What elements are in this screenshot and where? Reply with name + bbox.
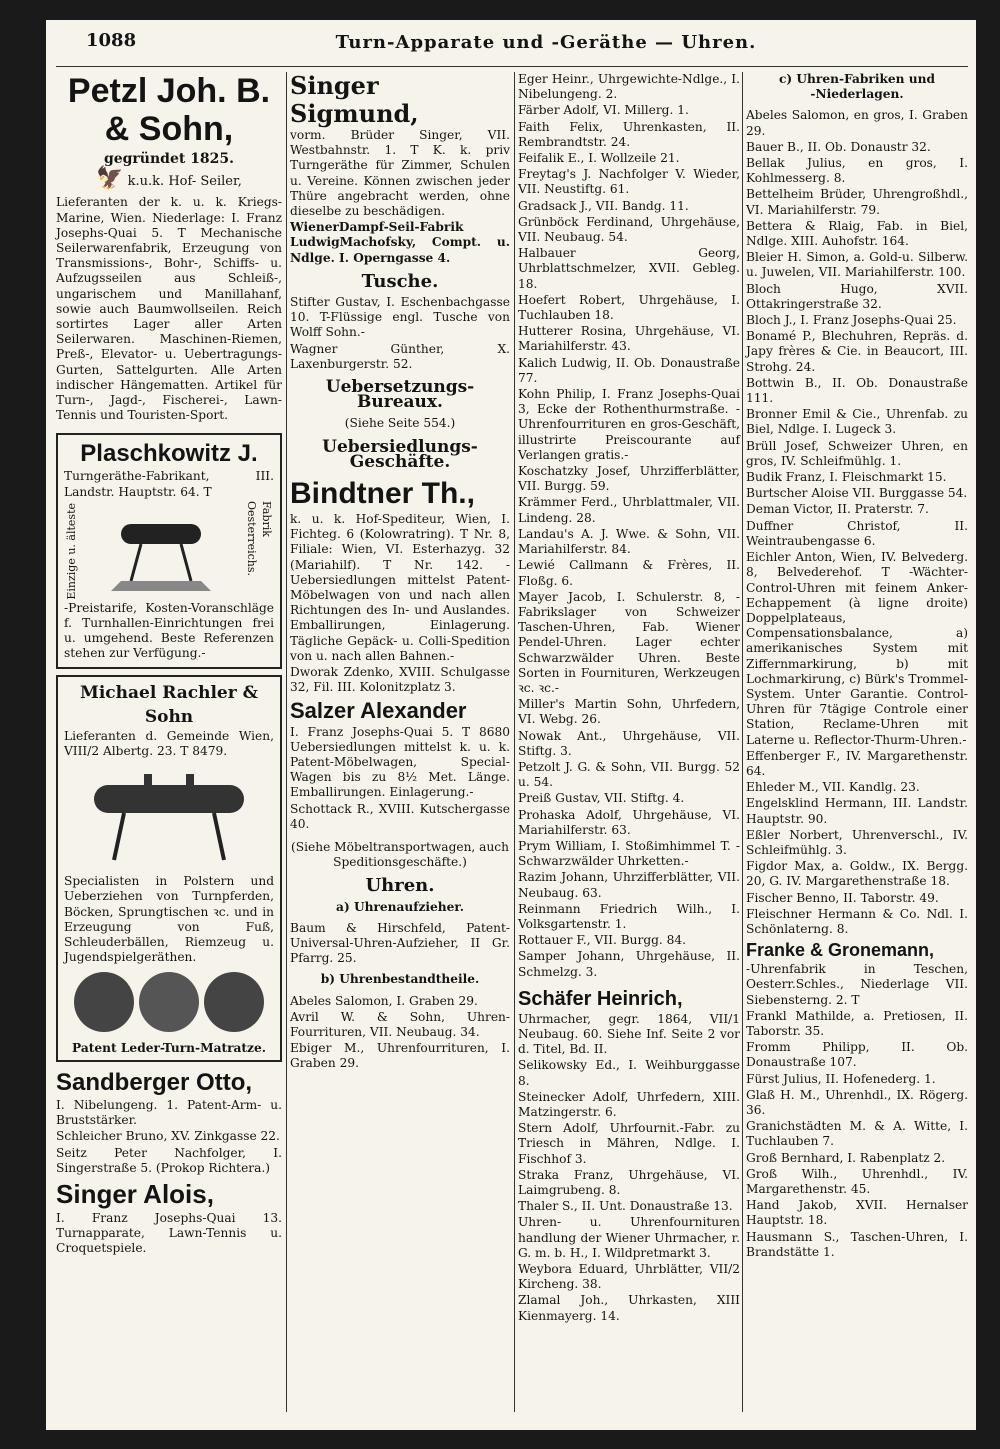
sandberger-name: Sandberger Otto, bbox=[56, 1068, 253, 1096]
directory-entry: Landau's A. J. Wwe. & Sohn, VII. Mariahilferstr. 84. bbox=[518, 526, 740, 557]
section-uhren: Uhren. bbox=[365, 875, 435, 897]
header-rule bbox=[56, 66, 968, 67]
subsection-c-2: -Niederlagen. bbox=[810, 87, 904, 102]
directory-entry: Brüll Josef, Schweizer Uhren, en gros, IV. Schleifmühlg. 1. bbox=[746, 438, 968, 468]
directory-entry: Grünböck Ferdinand, Uhrgehäuse, VII. Neubaug. 54. bbox=[518, 214, 740, 245]
directory-entry: Ehleder M., VII. Kandlg. 23. bbox=[746, 780, 920, 795]
directory-entry: Budik Franz, I. Fleischmarkt 15. bbox=[746, 470, 947, 485]
directory-entry: Glaß H. M., Uhrenhdl., IX. Rögerg. 36. bbox=[746, 1087, 968, 1117]
directory-entry: Groß Bernhard, I. Rabenplatz 2. bbox=[746, 1150, 946, 1165]
directory-entry: Krämmer Ferd., Uhrblattmaler, VII. Lindeng. 28. bbox=[518, 495, 740, 525]
directory-entry: Eßler Norbert, Uhrenverschl., IV. Schleifmühlg. 3. bbox=[746, 827, 968, 857]
directory-entry: Duffner Christof, II. Weintraubengasse 6. bbox=[746, 518, 968, 548]
plaschkowitz-ad bbox=[56, 433, 282, 668]
singer-alois-name: Singer Alois, bbox=[56, 1178, 214, 1209]
plaschkowitz-right-label: Fabrik Oesterreichs. bbox=[244, 500, 273, 576]
directory-entry: Zlamal Joh., Uhrkasten, XIII Kienmayerg. 14. bbox=[518, 1293, 740, 1323]
directory-entry: Färber Adolf, VI. Millerg. 1. bbox=[518, 103, 689, 118]
directory-entry: Prohaska Adolf, Uhrgehäuse, VI. Mariahilferstr. 63. bbox=[518, 807, 740, 837]
directory-entry: Fürst Julius, II. Hofenederg. 1. bbox=[746, 1071, 936, 1086]
directory-entry: Thaler S., II. Unt. Donaustraße 13. bbox=[518, 1199, 733, 1214]
entry-list bbox=[746, 108, 968, 549]
ball-icon bbox=[64, 967, 274, 1037]
entry-list bbox=[518, 72, 740, 980]
section-bureaux: Bureaux. bbox=[357, 392, 443, 413]
section-geschaefte: Geschäfte. bbox=[349, 451, 451, 472]
petzl-founded: gegründet 1825. bbox=[103, 151, 235, 167]
subsection-b: b) Uhrenbestandtheile. bbox=[320, 972, 480, 987]
vaulting-horse-icon bbox=[91, 506, 231, 596]
directory-entry: Abeles Salomon, en gros, I. Graben 29. bbox=[746, 108, 968, 138]
siehe-text-2: (Siehe Möbeltransportwagen, auch Speditionsgeschäfte.) bbox=[291, 839, 509, 870]
wiener-entry: WienerDampf-Seil-Fabrik LudwigMachofsky, Compt. u. Ndlge. I. Operngasse 4. bbox=[290, 220, 510, 265]
directory-entry: Deman Victor, II. Praterstr. 7. bbox=[746, 502, 929, 517]
page-number: 1088 bbox=[86, 30, 137, 51]
schaefer-name: Schäfer Heinrich, bbox=[518, 987, 683, 1010]
directory-entry: Gradsack J., VII. Bandg. 11. bbox=[518, 198, 689, 213]
directory-entry: Bauer B., II. Ob. Donaustr 32. bbox=[746, 139, 931, 154]
directory-entry: Figdor Max, a. Goldw., IX. Bergg. 20, G. IV. Margarethenstraße 18. bbox=[746, 859, 968, 889]
directory-entry: Bettelheim Brüder, Uhrengroßhdl., VI. Mariahilferstr. 79. bbox=[746, 187, 968, 217]
schleicher-entry: Schleicher Bruno, XV. Zinkgasse 22. bbox=[56, 1129, 280, 1144]
bindtner-text: k. u. k. Hof-Spediteur, Wien, I. Fichteg. 6 (Kolowratring). T Nr. 8, Filiale: Wien, VI. Esterhazyg. 32 (Mariahilf). T Nr. 142. -Uebersiedlungen mittelst Patent-Möbelwagen von und nach allen Richtungen des In- und Auslandes. Emballirungen, Einlagerung. Tägliche Gepäck- u. Colli-Spedition von u. nach allen Bahnen.- bbox=[290, 512, 510, 663]
bindtner-name: Bindtner Th., bbox=[290, 477, 475, 511]
column-divider bbox=[286, 72, 287, 1412]
directory-entry: Petzolt J. G. & Sohn, VII. Burgg. 52 u. 54. bbox=[518, 759, 740, 790]
petzl-text: Lieferanten der k. u. k. Kriegs-Marine, Wien. Niederlage: I. Franz Josephs-Quai 5. T Mechanische Seilerwarenfabrik, Erzeugung von Transmissions-, Bohr-, Schiffs- u. Aufzugsseilen aus Schleiß-, ungarischem und Manillahanf, sowie auch Baumwollseilen. Reich sortirtes Lager aller Arten Seilerwaren. Maschinen-Riemen, Preß-, Elevator- u. Uebertragungs-Gurten, Sattelgurten. Alle Arten indischer Hängematten. Artikel für Turn-, Jagd-, Fischerei-, Lawn-Tennis und Touristen-Sport. bbox=[56, 195, 282, 423]
directory-entry: Selikowsky Ed., I. Weihburggasse 8. bbox=[518, 1058, 740, 1088]
petzl-name: Petzl Joh. B. bbox=[67, 72, 271, 110]
directory-entry: Kohn Philip, I. Franz Josephs-Quai 3, Ecke der Rothenthurmstraße. -Uhrenfourrituren en gros-Geschäft, illustrirte Preiscourante auf Verlangen gratis.- bbox=[518, 387, 740, 462]
plaschkowitz-text: -Preistarife, Kosten-Voranschläge f. Turnhallen-Einrichtungen frei u. umgehend. Beste Referenzen stehen zur Verfügung.- bbox=[64, 600, 274, 661]
subsection-a: a) Uhrenaufzieher. bbox=[336, 899, 464, 914]
column-3 bbox=[518, 72, 740, 1325]
directory-entry: Freytag's J. Nachfolger V. Wieder, VII. Neustiftg. 61. bbox=[518, 167, 740, 197]
directory-entry: Fleischner Hermann & Co. Ndl. I. Schönlaterng. 8. bbox=[746, 906, 968, 936]
directory-entry: Fromm Philipp, II. Ob. Donaustraße 107. bbox=[746, 1040, 968, 1070]
petzl-name-2: & Sohn, bbox=[104, 110, 234, 148]
plaschkowitz-name: Plaschkowitz J. bbox=[80, 440, 258, 468]
dworak-entry: Dworak Zdenko, XVIII. Schulgasse 32, Fil. III. Kolonitzplatz 3. bbox=[290, 665, 510, 695]
directory-entry: Halbauer Georg, Uhrblattschmelzer, XVII. Gebleg. 18. bbox=[518, 246, 740, 291]
directory-entry: Stern Adolf, Uhrfournit.-Fabr. zu Triesch in Mähren, Ndlge. I. Fischhof 3. bbox=[518, 1121, 740, 1166]
column-4 bbox=[746, 72, 968, 1261]
stifter-entry: Stifter Gustav, I. Eschenbachgasse 10. T-Flüssige engl. Tusche von Wolff Sohn.- bbox=[290, 295, 510, 340]
directory-entry: Burtscher Aloise VII. Burggasse 54. bbox=[746, 486, 968, 501]
ebiger-entry: Ebiger M., Uhrenfourrituren, I. Graben 29. bbox=[290, 1041, 510, 1071]
rachler-name: Michael Rachler & Sohn bbox=[80, 682, 258, 727]
directory-entry: Bloch Hugo, XVII. Ottakringerstraße 32. bbox=[746, 281, 968, 311]
directory-entry: Koschatzky Josef, Uhrzifferblätter, VII. Burgg. 59. bbox=[518, 464, 740, 494]
schaefer-text: Uhrmacher, gegr. 1864, VII/1 Neubaug. 60. Siehe Inf. Seite 2 vor d. Titel, Bd. II. bbox=[518, 1011, 740, 1057]
column-divider bbox=[742, 72, 743, 1412]
directory-entry: Bettera & Rlaig, Fab. in Biel, Ndlge. XIII. Auhofstr. 164. bbox=[746, 218, 968, 249]
directory-entry: Lewié Callmann & Frères, II. Floßg. 6. bbox=[518, 558, 740, 588]
page bbox=[46, 20, 976, 1430]
page-header: Turn-Apparate und -Geräthe — Uhren. bbox=[335, 32, 757, 53]
directory-entry: Miller's Martin Sohn, Uhrfedern, VI. Webg. 26. bbox=[518, 697, 740, 727]
petzl-title: k.u.k. Hof- Seiler, bbox=[127, 174, 242, 190]
directory-entry: Samper Johann, Uhrgehäuse, II. Schmelzg. 3. bbox=[518, 949, 740, 979]
franke-text: -Uhrenfabrik in Teschen, Oesterr.Schles., Niederlage VII. Siebensterng. 2. T bbox=[746, 962, 968, 1007]
singer-sigmund-text: vorm. Brüder Singer, VII. Westbahnstr. 1. T K. k. priv Turngeräthe für Zimmer, Schulen u. Vereine. Können zwischen jeder Thüre angebracht werden, ohne dieselbe zu beschädigen. bbox=[290, 128, 510, 219]
directory-entry: Steinecker Adolf, Uhrfedern, XIII. Matzingerstr. 6. bbox=[518, 1089, 740, 1119]
directory-entry: Uhren- u. Uhrenfournituren handlung der Wiener Uhrmacher, r. G. m. b. H., I. Wildpretmarkt 3. bbox=[518, 1215, 740, 1260]
directory-entry: Bonamé P., Blechuhren, Repräs. d. Japy frères & Cie. in Beaucort, III. Strohg. 24. bbox=[746, 329, 968, 374]
franke-name: Franke & Gronemann, bbox=[746, 940, 935, 961]
directory-entry: Kalich Ludwig, II. Ob. Donaustraße 77. bbox=[518, 355, 740, 385]
directory-entry: Eger Heinr., Uhrgewichte-Ndlge., I. Nibelungeng. 2. bbox=[518, 72, 740, 102]
sandberger-text: I. Nibelungeng. 1. Patent-Arm- u. Bruststärker. bbox=[56, 1097, 282, 1128]
column-divider bbox=[514, 72, 515, 1412]
section-tusche: Tusche. bbox=[361, 270, 439, 292]
column-2 bbox=[290, 72, 510, 1073]
siehe-text: (Siehe Seite 554.) bbox=[344, 416, 456, 431]
eagle-icon: 🦅 bbox=[96, 166, 124, 192]
singer-sigmund-name: Singer Sigmund, bbox=[290, 71, 419, 128]
plaschkowitz-left-label: Einzige u. älteste bbox=[65, 502, 78, 600]
entry-list bbox=[746, 1009, 968, 1260]
schottack-entry: Schottack R., XVIII. Kutschergasse 40. bbox=[290, 801, 510, 831]
directory-entry: Fischer Benno, II. Taborstr. 49. bbox=[746, 890, 939, 905]
plaschkowitz-line: Turngeräthe-Fabrikant, III. Landstr. Hauptstr. 64. T bbox=[64, 469, 274, 499]
section-uebersetzungs: Uebersetzungs- bbox=[325, 377, 475, 398]
abeles-entry: Abeles Salomon, I. Graben 29. bbox=[290, 993, 478, 1008]
avril-entry: Avril W. & Sohn, Uhren-Fourrituren, VII. Neubaug. 34. bbox=[290, 1009, 510, 1039]
directory-entry: Bellak Julius, en gros, I. Kohlmesserg. 8. bbox=[746, 156, 968, 186]
directory-entry: Bronner Emil & Cie., Uhrenfab. zu Biel, Ndlge. I. Lugeck 3. bbox=[746, 407, 968, 437]
wagner-entry: Wagner Günther, X. Laxenburgerstr. 52. bbox=[290, 341, 510, 371]
eichler-entry: Eichler Anton, Wien, IV. Belvederg. 8, Belvederehof. T -Wächter-Control-Uhren mit feinem Anker-Echappement (à ligne droite) Doppelplateaus, Compensationsbalance, a) amerikanisches System mit Ziffernmarkirung, b) mit Lochmarkirung, c) Bürk's Trommel-System. Unter Garantie. Control-Uhren für 7tägige Controle einer Station, Reclame-Uhren mit Laterne u. Reflector-Thurm-Uhren.- bbox=[746, 550, 968, 747]
rachler-text: Specialisten in Polstern und Ueberziehen von Turnpferden, Böcken, Sprungtischen ꝛc. und in Erzeugung von Fuß, Schleuderbällen, Riemzeug u. Jugendspielgeräthen. bbox=[64, 874, 274, 965]
directory-entry: Bloch J., I. Franz Josephs-Quai 25. bbox=[746, 313, 957, 328]
directory-entry: Bottwin B., II. Ob. Donaustraße 111. bbox=[746, 375, 968, 406]
subsection-c: c) Uhren-Fabriken und bbox=[778, 72, 935, 86]
column-1 bbox=[56, 72, 282, 1258]
rachler-line: Lieferanten d. Gemeinde Wien, VIII/2 Albertg. 23. T 8479. bbox=[64, 728, 274, 758]
directory-entry: Engelsklind Hermann, III. Landstr. Hauptstr. 90. bbox=[746, 796, 968, 826]
directory-entry: Razim Johann, Uhrzifferblätter, VII. Neubaug. 63. bbox=[518, 870, 740, 900]
singer-alois-text: I. Franz Josephs-Quai 13. Turnapparate, Lawn-Tennis u. Croquetspiele. bbox=[56, 1210, 282, 1256]
rachler-ad bbox=[56, 675, 282, 1062]
salzer-text: I. Franz Josephs-Quai 5. T 8680 Uebersiedlungen mittelst k. u. k. Patent-Möbelwagen, Special-Wagen bis zu 8½ Met. Länge. Emballirungen. Einlagerung.- bbox=[290, 724, 510, 800]
salzer-name: Salzer Alexander bbox=[290, 697, 467, 723]
directory-entry: Frankl Mathilde, a. Pretiosen, II. Taborstr. 35. bbox=[746, 1008, 968, 1038]
directory-entry: Weybora Eduard, Uhrblätter, VII/2 Kircheng. 38. bbox=[518, 1262, 740, 1292]
directory-entry: Feifalik E., I. Wollzeile 21. bbox=[518, 151, 680, 166]
directory-entry: Hoefert Robert, Uhrgehäuse, I. Tuchlauben 18. bbox=[518, 292, 740, 323]
entry-list bbox=[518, 1058, 740, 1323]
directory-entry: Prym William, I. Stoßimhimmel T. -Schwarzwälder Uhrketten.- bbox=[518, 838, 740, 869]
entry-list bbox=[746, 749, 968, 937]
directory-entry: Nowak Ant., Uhrgehäuse, VII. Stiftg. 3. bbox=[518, 728, 740, 758]
directory-entry: Straka Franz, Uhrgehäuse, VI. Laimgrubeng. 8. bbox=[518, 1167, 740, 1198]
rachler-caption: Patent Leder-Turn-Matratze. bbox=[72, 1040, 266, 1055]
section-uebersiedlungs: Uebersiedlungs- bbox=[322, 436, 478, 457]
directory-entry: Hand Jakob, XVII. Hernalser Hauptstr. 18. bbox=[746, 1198, 968, 1228]
directory-entry: Faith Felix, Uhrenkasten, II. Rembrandtstr. 24. bbox=[518, 119, 740, 149]
directory-entry: Bleier H. Simon, a. Gold-u. Silberw. u. Juwelen, VII. Mariahilferstr. 100. bbox=[746, 250, 968, 280]
directory-entry: Effenberger F., IV. Margarethenstr. 64. bbox=[746, 748, 968, 778]
directory-entry: Granichstädten M. & A. Witte, I. Tuchlauben 7. bbox=[746, 1119, 968, 1149]
directory-entry: Hutterer Rosina, Uhrgehäuse, VI. Mariahilferstr. 43. bbox=[518, 324, 740, 354]
directory-entry: Mayer Jacob, I. Schulerstr. 8, -Fabrikslager von Schweizer Taschen-Uhren, Fab. Wiener Pendel-Uhren. Lager echter Schwarzwälder Uhren. Beste Sorten in Fournituren, Werkzeugen ꝛc. ꝛc.- bbox=[518, 589, 740, 695]
directory-entry: Rottauer F., VII. Burgg. 84. bbox=[518, 933, 687, 948]
directory-entry: Hausmann S., Taschen-Uhren, I. Brandstätte 1. bbox=[746, 1229, 968, 1259]
directory-entry: Groß Wilh., Uhrenhdl., IV. Margarethenstr. 45. bbox=[746, 1166, 968, 1197]
directory-entry: Reinmann Friedrich Wilh., I. Volksgartenstr. 1. bbox=[518, 901, 740, 931]
baum-entry: Baum & Hirschfeld, Patent-Universal-Uhren-Aufzieher, II Gr. Pfarrg. 25. bbox=[290, 920, 510, 966]
directory-entry: Preiß Gustav, VII. Stiftg. 4. bbox=[518, 791, 685, 806]
pommel-horse-icon bbox=[64, 760, 274, 870]
seitz-entry: Seitz Peter Nachfolger, I. Singerstraße 5. (Prokop Richtera.) bbox=[56, 1145, 282, 1175]
